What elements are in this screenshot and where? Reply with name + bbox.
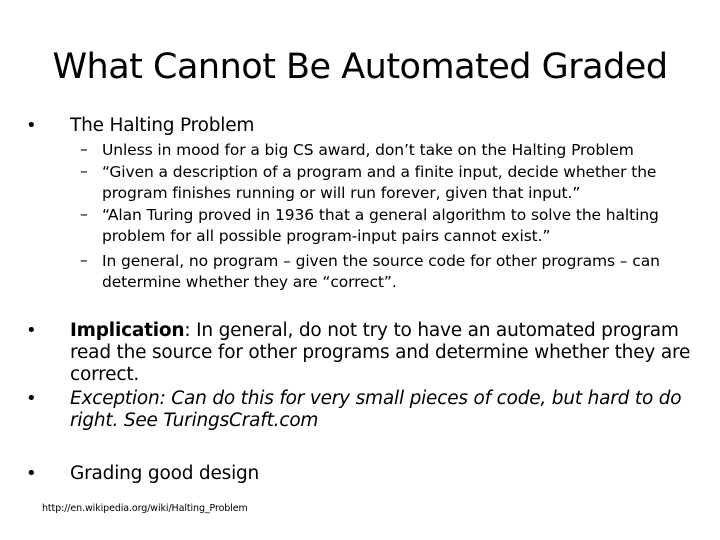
bullet-text: [70, 320, 710, 386]
slide-title: What Cannot Be Automated Graded: [52, 47, 668, 87]
bullet-exception: [26, 388, 710, 432]
subbullet-dash: –: [80, 205, 88, 223]
subbullet-dash: –: [80, 162, 88, 180]
bullet-dot: •: [26, 320, 37, 341]
implication-label: Implication: [70, 320, 185, 341]
bullet-text: Exception: Can do this for very small pieces of code, but hard to do right. See TuringsCraft.com: [70, 388, 682, 431]
bullet-text: Grading good design: [70, 463, 260, 484]
bullet-grading-design: [26, 463, 710, 485]
subbullet-text: Unless in mood for a big CS award, don’t take on the Halting Problem: [102, 141, 634, 159]
subbullet-award: [80, 140, 680, 161]
subbullet-dash: –: [80, 251, 88, 269]
subbullet-turing: [80, 205, 680, 247]
subbullet-general: [80, 251, 680, 293]
subbullet-dash: –: [80, 140, 88, 158]
subbullet-text: “Given a description of a program and a finite input, decide whether the program finishes running or will run forever, given that input.”: [102, 163, 657, 202]
bullet-dot: •: [26, 463, 37, 484]
bullet-implication: [26, 320, 710, 386]
footer-url: http://en.wikipedia.org/wiki/Halting_Problem: [42, 503, 248, 514]
bullet-halting-problem: [26, 115, 710, 137]
bullet-text: The Halting Problem: [70, 115, 255, 136]
subbullet-text: In general, no program – given the source code for other programs – can determine whether they are “correct”.: [102, 252, 660, 291]
subbullet-definition: [80, 162, 680, 204]
bullet-dot: •: [26, 388, 37, 409]
bullet-dot: •: [26, 115, 37, 136]
implication-text: : In general, do not try to have an automated program read the source for other programs and determine whether they are correct.: [70, 320, 691, 385]
subbullet-text: “Alan Turing proved in 1936 that a general algorithm to solve the halting problem for all possible program-input pairs cannot exist.”: [102, 206, 659, 245]
